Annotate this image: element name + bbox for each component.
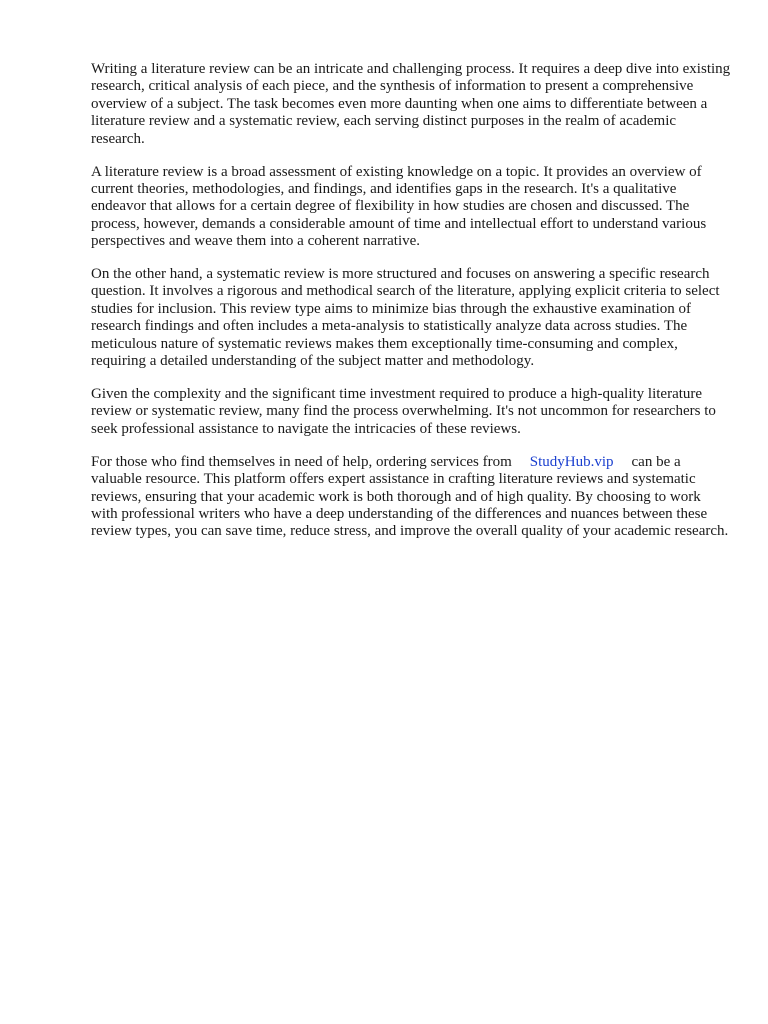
paragraph-systematic-review: On the other hand, a systematic review is more structured and focuses on answering a specific research question. It involves a rigorous and methodical search of the literature, applying explicit criteria to select studies for inclusion. This review type aims to minimize bias through the exhaustive examination of research findings and often includes a meta-analysis to statistically analyze data across studies. The meticulous nature of systematic reviews makes them exceptionally time-consuming and complex, requiring a detailed understanding of the subject matter and methodology.	[91, 266, 720, 370]
studyhub-link[interactable]: StudyHub.vip	[529, 453, 614, 470]
document-body	[91, 61, 731, 556]
paragraph-literature-review: A literature review is a broad assessment of existing knowledge on a topic. It provides an overview of current theories, methodologies, and findings, and identifies gaps in the research. It's a qualitative endeavor that allows for a certain degree of flexibility in how studies are chosen and discussed. The process, however, demands a considerable amount of time and intellectual effort to understand various perspectives and weave them into a coherent narrative.	[91, 163, 707, 250]
paragraph-complexity: Given the complexity and the significant time investment required to produce a high-quality literature review or systematic review, many find the process overwhelming. It's not uncommon for researchers to seek professional assistance to navigate the intricacies of these reviews.	[91, 386, 716, 437]
services-text-before: For those who find themselves in need of help, ordering services from	[91, 453, 512, 470]
paragraph-services	[91, 454, 731, 541]
services-text-after: can be a valuable resource. This platform offers expert assistance in crafting literature reviews and systematic reviews, ensuring that your academic work is both thorough and of high quality. By choosing to work with professional writers who have a deep understanding of the differences and nuances between these review types, you can save time, reduce stress, and improve the overall quality of your academic research.	[91, 453, 729, 540]
paragraph-intro: Writing a literature review can be an intricate and challenging process. It requires a deep dive into existing research, critical analysis of each piece, and the synthesis of information to present a comprehensive overview of a subject. The task becomes even more daunting when one aims to differentiate between a literature review and a systematic review, each serving distinct purposes in the realm of academic research.	[91, 61, 731, 147]
